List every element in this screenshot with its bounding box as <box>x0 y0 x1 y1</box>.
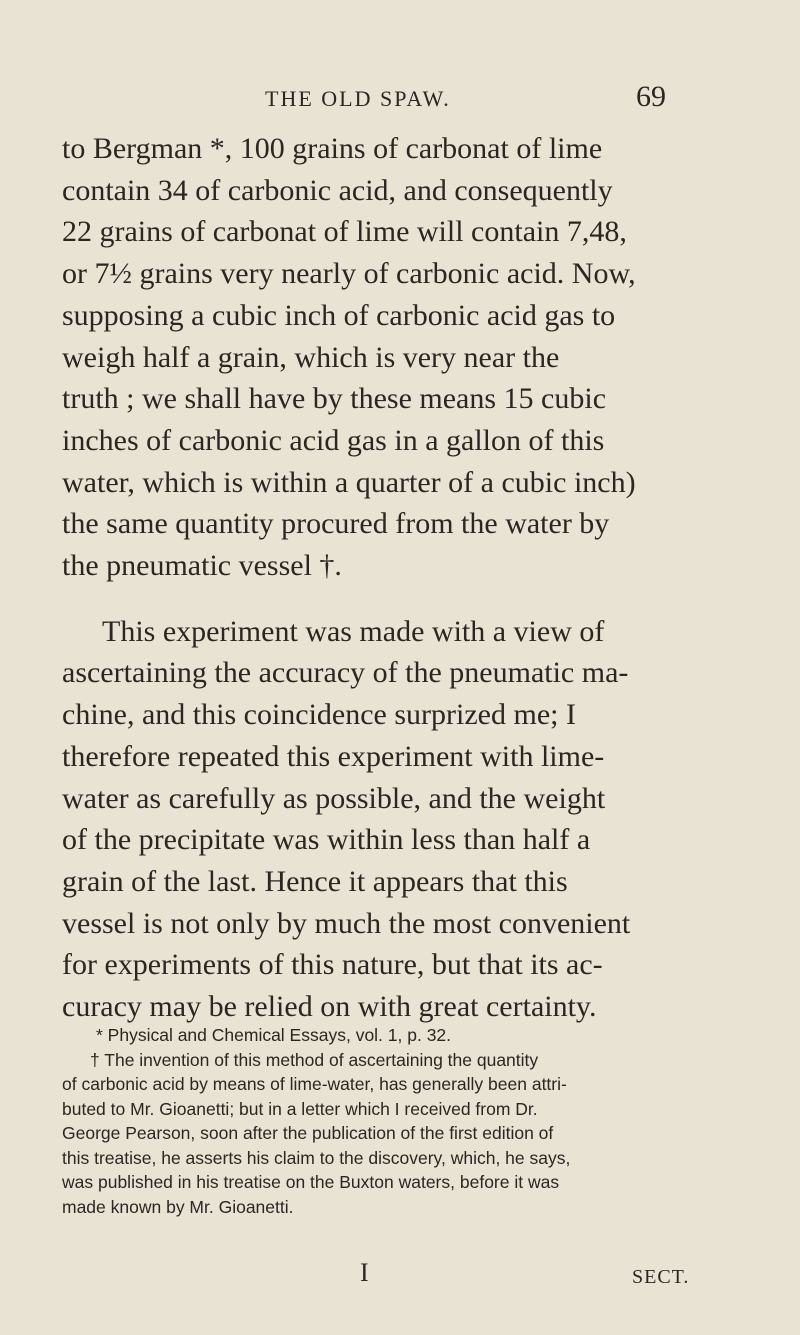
text-line: to Bergman *, 100 grains of carbonat of lime <box>62 132 603 165</box>
paragraph-1 <box>62 128 722 587</box>
page-header <box>0 80 800 120</box>
text-line: chine, and this coincidence surprized me; I <box>62 698 576 732</box>
text-line: therefore repeated this experiment with lime- <box>62 739 605 773</box>
text-line: This experiment was made with a view of <box>102 614 605 648</box>
text-line: 22 grains of carbonat of lime will contain 7,48, <box>62 215 627 249</box>
text-line: water, which is within a quarter of a cubic inch) <box>62 465 636 499</box>
paragraph-2 <box>62 611 722 1028</box>
body-text <box>62 128 722 1028</box>
footnote-1: * Physical and Chemical Essays, vol. 1, p. 32. <box>96 1025 452 1045</box>
page-number: 69 <box>636 80 666 113</box>
footnote-2-line: of carbonic acid by means of lime-water, has generally been attri- <box>62 1074 567 1094</box>
footnote-2-line: buted to Mr. Gioanetti; but in a letter which I received from Dr. <box>62 1098 538 1119</box>
footnotes <box>62 1023 742 1219</box>
text-line: the same quantity procured from the water by <box>62 507 610 541</box>
text-line: vessel is not only by much the most convenient <box>62 906 631 940</box>
text-line: inches of carbonic acid gas in a gallon of this <box>62 423 605 457</box>
text-line: ascertaining the accuracy of the pneumatic ma- <box>62 656 629 690</box>
catchword: SECT. <box>632 1266 690 1288</box>
text-line: or 7½ grains very nearly of carbonic acid. Now, <box>62 257 636 291</box>
footnote-2-line: † The invention of this method of ascertaining the quantity <box>90 1049 539 1070</box>
footnote-2-line: made known by Mr. Gioanetti. <box>62 1196 294 1217</box>
text-line: grain of the last. Hence it appears that this <box>62 864 568 898</box>
footnote-2-line: George Pearson, soon after the publication of the first edition of <box>62 1123 554 1143</box>
signature-mark: I <box>360 1258 369 1287</box>
footnote-2-line: was published in his treatise on the Buxton waters, before it was <box>62 1172 560 1192</box>
text-line: supposing a cubic inch of carbonic acid gas to <box>62 298 616 332</box>
page-footer <box>0 1258 800 1298</box>
text-line: of the precipitate was within less than half a <box>62 823 591 857</box>
text-line: water as carefully as possible, and the weight <box>62 781 606 815</box>
text-line: truth ; we shall have by these means 15 cubic <box>62 382 607 416</box>
text-line: weigh half a grain, which is very near the <box>62 340 560 374</box>
text-line: for experiments of this nature, but that its ac- <box>62 948 603 982</box>
text-line: the pneumatic vessel †. <box>62 549 342 583</box>
text-line: contain 34 of carbonic acid, and consequently <box>62 173 613 207</box>
running-head: THE OLD SPAW. <box>265 86 451 111</box>
text-line: curacy may be relied on with great certainty. <box>62 990 597 1024</box>
footnote-2-line: this treatise, he asserts his claim to the discovery, which, he says, <box>62 1147 571 1168</box>
